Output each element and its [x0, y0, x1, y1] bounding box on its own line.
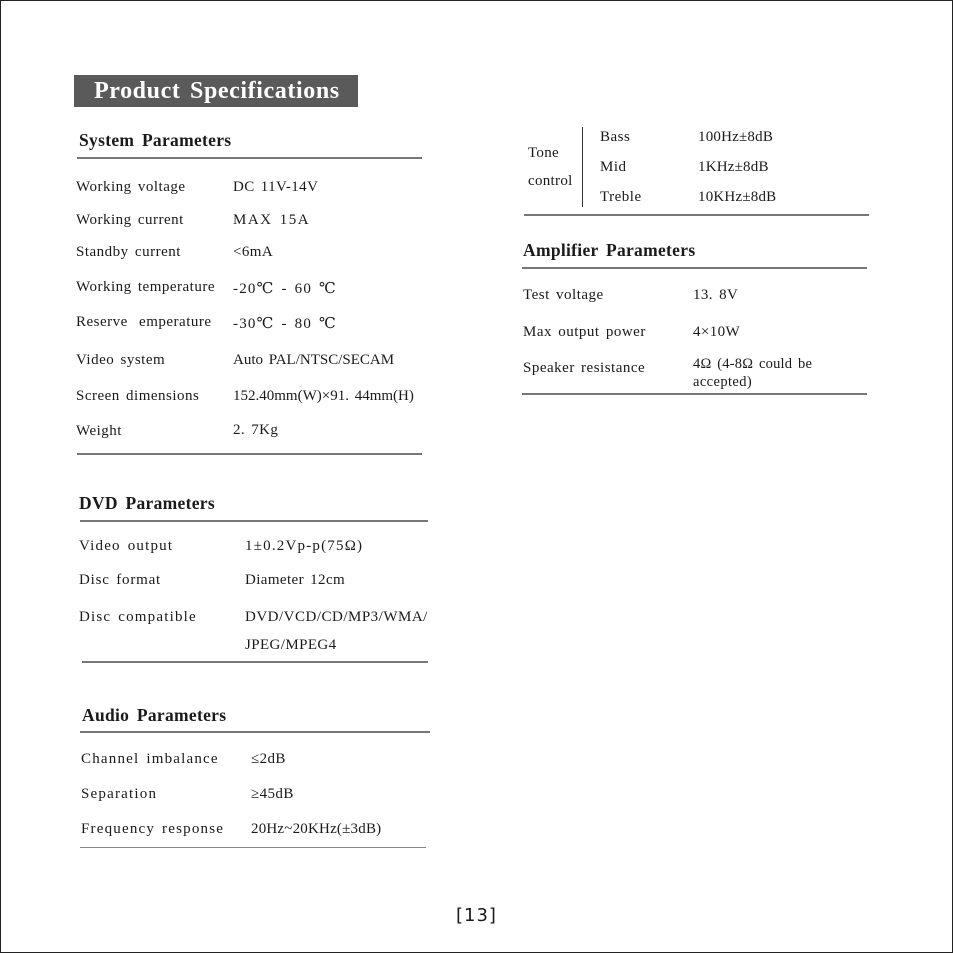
system-value-video-system: Auto PAL/NTSC/SECAM — [233, 352, 395, 368]
dvd-heading-rule — [80, 520, 428, 522]
audio-bottom-rule — [80, 847, 426, 848]
tone-label-bass: Bass — [600, 129, 631, 145]
audio-label-channel-imbalance: Channel imbalance — [81, 751, 219, 767]
tone-control-label-line1: Tone — [528, 145, 559, 161]
audio-value-channel-imbalance: ≤2dB — [251, 751, 286, 767]
amplifier-parameters-heading: Amplifier Parameters — [523, 240, 696, 260]
tone-control-label-line2: control — [528, 173, 573, 189]
dvd-label-video-output: Video output — [79, 538, 174, 554]
page-number: [13] — [456, 905, 497, 926]
amplifier-heading-rule — [522, 267, 867, 269]
amplifier-bottom-rule — [522, 393, 867, 395]
dvd-bottom-rule — [82, 661, 428, 663]
audio-label-frequency-response: Frequency response — [81, 821, 225, 837]
system-value-working-current: MAX 15A — [233, 212, 311, 228]
dvd-value-video-output: 1±0.2Vp-p(75Ω) — [245, 538, 364, 554]
system-value-working-temperature: -20℃ - 60 ℃ — [233, 281, 337, 297]
system-bottom-rule — [77, 453, 422, 455]
system-value-screen-dimensions: 152.40mm(W)×91. 44mm(H) — [233, 388, 414, 404]
dvd-value-disc-compatible-line2: JPEG/MPEG4 — [245, 637, 337, 653]
amplifier-value-speaker-resistance-line2: accepted) — [693, 374, 753, 390]
amplifier-value-max-output-power: 4×10W — [693, 324, 741, 340]
page-title: Product Specifications — [74, 75, 358, 107]
audio-heading-rule — [80, 731, 430, 733]
audio-parameters-heading: Audio Parameters — [82, 705, 227, 725]
dvd-parameters-heading: DVD Parameters — [79, 493, 215, 513]
system-label-working-temperature: Working temperature — [76, 279, 215, 295]
system-label-screen-dimensions: Screen dimensions — [76, 388, 200, 404]
system-heading-rule — [77, 157, 422, 159]
system-value-working-voltage: DC 11V-14V — [233, 179, 319, 195]
system-label-working-voltage: Working voltage — [76, 179, 186, 195]
amplifier-value-test-voltage: 13. 8V — [693, 287, 739, 303]
dvd-value-disc-compatible: DVD/VCD/CD/MP3/WMA/ — [245, 609, 428, 625]
tone-value-bass: 100Hz±8dB — [698, 129, 774, 145]
dvd-label-disc-compatible: Disc compatible — [79, 609, 197, 625]
system-label-standby-current: Standby current — [76, 244, 181, 260]
tone-label-treble: Treble — [600, 189, 642, 205]
tone-value-mid: 1KHz±8dB — [698, 159, 769, 175]
tone-label-mid: Mid — [600, 159, 627, 175]
system-label-reserve-temperature: Reserve emperature — [76, 314, 212, 330]
audio-value-separation: ≥45dB — [251, 786, 294, 802]
tone-value-treble: 10KHz±8dB — [698, 189, 777, 205]
amplifier-label-speaker-resistance: Speaker resistance — [523, 360, 646, 376]
audio-value-frequency-response: 20Hz~20KHz(±3dB) — [251, 821, 382, 837]
tone-bottom-rule — [524, 214, 869, 216]
amplifier-label-max-output-power: Max output power — [523, 324, 646, 340]
audio-label-separation: Separation — [81, 786, 158, 802]
system-label-video-system: Video system — [76, 352, 166, 368]
amplifier-label-test-voltage: Test voltage — [523, 287, 604, 303]
amplifier-value-speaker-resistance: 4Ω (4-8Ω could be — [693, 356, 813, 372]
dvd-label-disc-format: Disc format — [79, 572, 162, 588]
system-label-weight: Weight — [76, 423, 122, 439]
system-value-reserve-temperature: -30℃ - 80 ℃ — [233, 316, 337, 332]
system-label-working-current: Working current — [76, 212, 184, 228]
system-parameters-heading: System Parameters — [79, 130, 232, 150]
system-value-standby-current: <6mA — [233, 244, 274, 260]
dvd-value-disc-format: Diameter 12cm — [245, 572, 346, 588]
tone-control-divider — [582, 127, 583, 207]
system-value-weight: 2. 7Kg — [233, 422, 279, 438]
